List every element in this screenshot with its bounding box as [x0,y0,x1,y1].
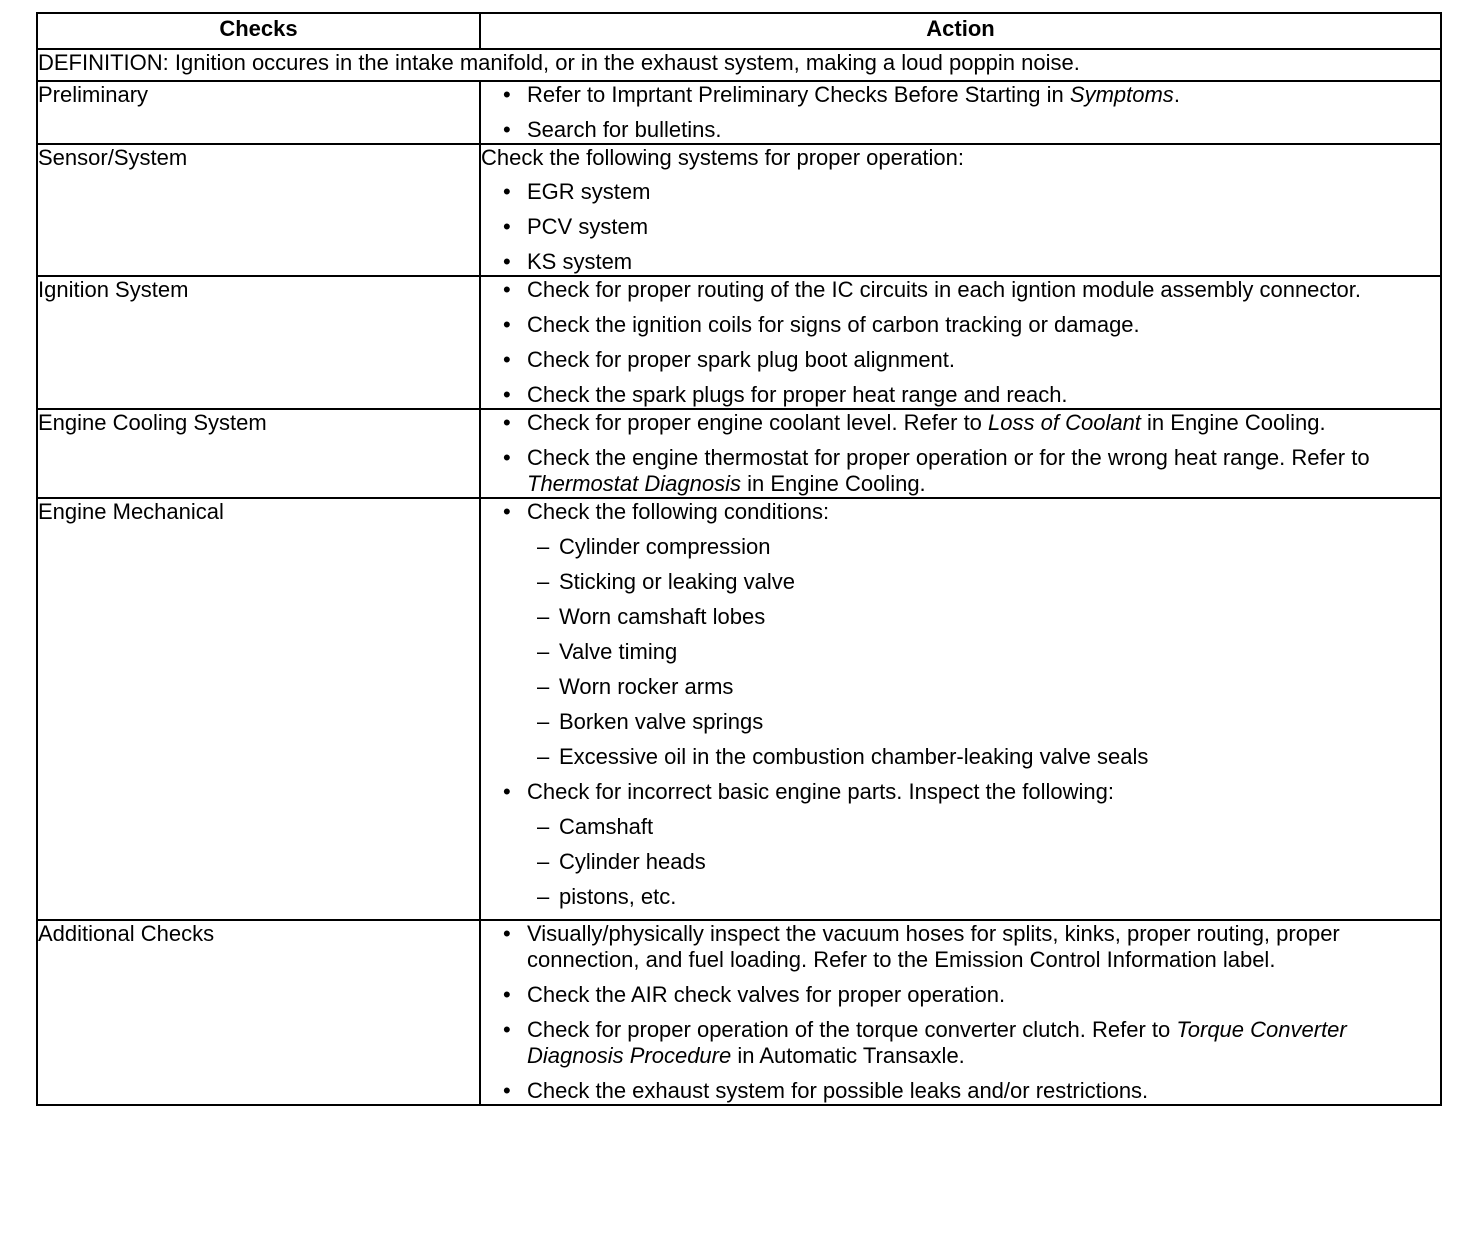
bullet-item: • Check for proper routing of the IC circuits in each igntion module assembly connector. [481,277,1440,303]
table-row-additional-checks [37,920,1441,1105]
bullet-item: • Search for bulletins. [481,117,1440,143]
reference-link-text: Symptoms [1069,82,1174,107]
definition-row [37,49,1441,81]
check-label-engine-cooling: Engine Cooling System [37,409,480,498]
bullet-item: • Check the AIR check valves for proper operation. [481,982,1440,1008]
bullet-text: in Engine Cooling. [1140,410,1326,435]
bullet-text: Check the engine thermostat for proper operation or for the wrong heat range. Refer to [527,445,1370,470]
sub-item: – Worn camshaft lobes [527,604,1440,630]
bullet-text: . [1173,82,1180,107]
sub-item: – Valve timing [527,639,1440,665]
table-row-engine-cooling [37,409,1441,498]
sub-item: – pistons, etc. [527,884,1440,910]
action-column-header: Action [480,13,1441,49]
sub-item: – Worn rocker arms [527,674,1440,700]
action-cell-sensor-system [480,144,1441,276]
check-label-sensor-system: Sensor/System [37,144,480,276]
action-intro-text: Check the following systems for proper operation: [481,145,965,170]
action-cell-additional-checks [480,920,1441,1105]
sub-item: – Borken valve springs [527,709,1440,735]
bullet-item [481,82,1440,108]
table-row-engine-mechanical [37,498,1441,920]
bullet-item: • Check the spark plugs for proper heat range and reach. [481,382,1440,408]
bullet-text: Check the following conditions: [527,499,830,524]
bullet-item [481,1017,1440,1069]
table-row-preliminary [37,81,1441,144]
bullet-item [481,499,1440,770]
bullet-item: • PCV system [481,214,1440,240]
bullet-item: • Check for proper spark plug boot alignment. [481,347,1440,373]
check-label-engine-mechanical: Engine Mechanical [37,498,480,920]
definition-text: DEFINITION: Ignition occures in the intake manifold, or in the exhaust system, making a loud poppin noise. [37,49,1441,81]
sub-item: – Cylinder heads [527,849,1440,875]
table-row-ignition-system [37,276,1441,409]
check-label-ignition-system: Ignition System [37,276,480,409]
sub-item: – Sticking or leaking valve [527,569,1440,595]
action-cell-engine-mechanical [480,498,1441,920]
checks-column-header: Checks [37,13,480,49]
action-cell-preliminary [480,81,1441,144]
table-row-sensor-system [37,144,1441,276]
sub-item: – Excessive oil in the combustion chamber-leaking valve seals [527,744,1440,770]
action-cell-engine-cooling [480,409,1441,498]
bullet-text: Check for proper engine coolant level. Refer to [527,410,989,435]
bullet-item [481,410,1440,436]
action-cell-ignition-system [480,276,1441,409]
reference-link-text: Loss of Coolant [988,410,1141,435]
check-label-additional-checks: Additional Checks [37,920,480,1105]
diagnostic-table-page [36,12,1440,1106]
bullet-item: • KS system [481,249,1440,275]
reference-link-text: Torque Converter Diagnosis Procedure [527,1017,1347,1068]
bullet-item: • Check the exhaust system for possible leaks and/or restrictions. [481,1078,1440,1104]
check-label-preliminary: Preliminary [37,81,480,144]
diagnostic-checks-table [36,12,1442,1106]
bullet-item: • Visually/physically inspect the vacuum hoses for splits, kinks, proper routing, proper connection, and fuel loading. Refer to the Emission Control Information label. [481,921,1440,973]
bullet-item: • Check the ignition coils for signs of carbon tracking or damage. [481,312,1440,338]
bullet-text: in Engine Cooling. [740,471,926,496]
reference-link-text: Thermostat Diagnosis [527,471,741,496]
sub-item: – Camshaft [527,814,1440,840]
bullet-text: Refer to Imprtant Preliminary Checks Before Starting in [527,82,1070,107]
sub-item: – Cylinder compression [527,534,1440,560]
bullet-item [481,445,1440,497]
bullet-item: • EGR system [481,179,1440,205]
bullet-item [481,779,1440,910]
bullet-text: in Automatic Transaxle. [731,1043,965,1068]
bullet-text: Check for proper operation of the torque converter clutch. Refer to [527,1017,1177,1042]
bullet-text: Check for incorrect basic engine parts. Inspect the following: [527,779,1114,804]
header-row [37,13,1441,49]
